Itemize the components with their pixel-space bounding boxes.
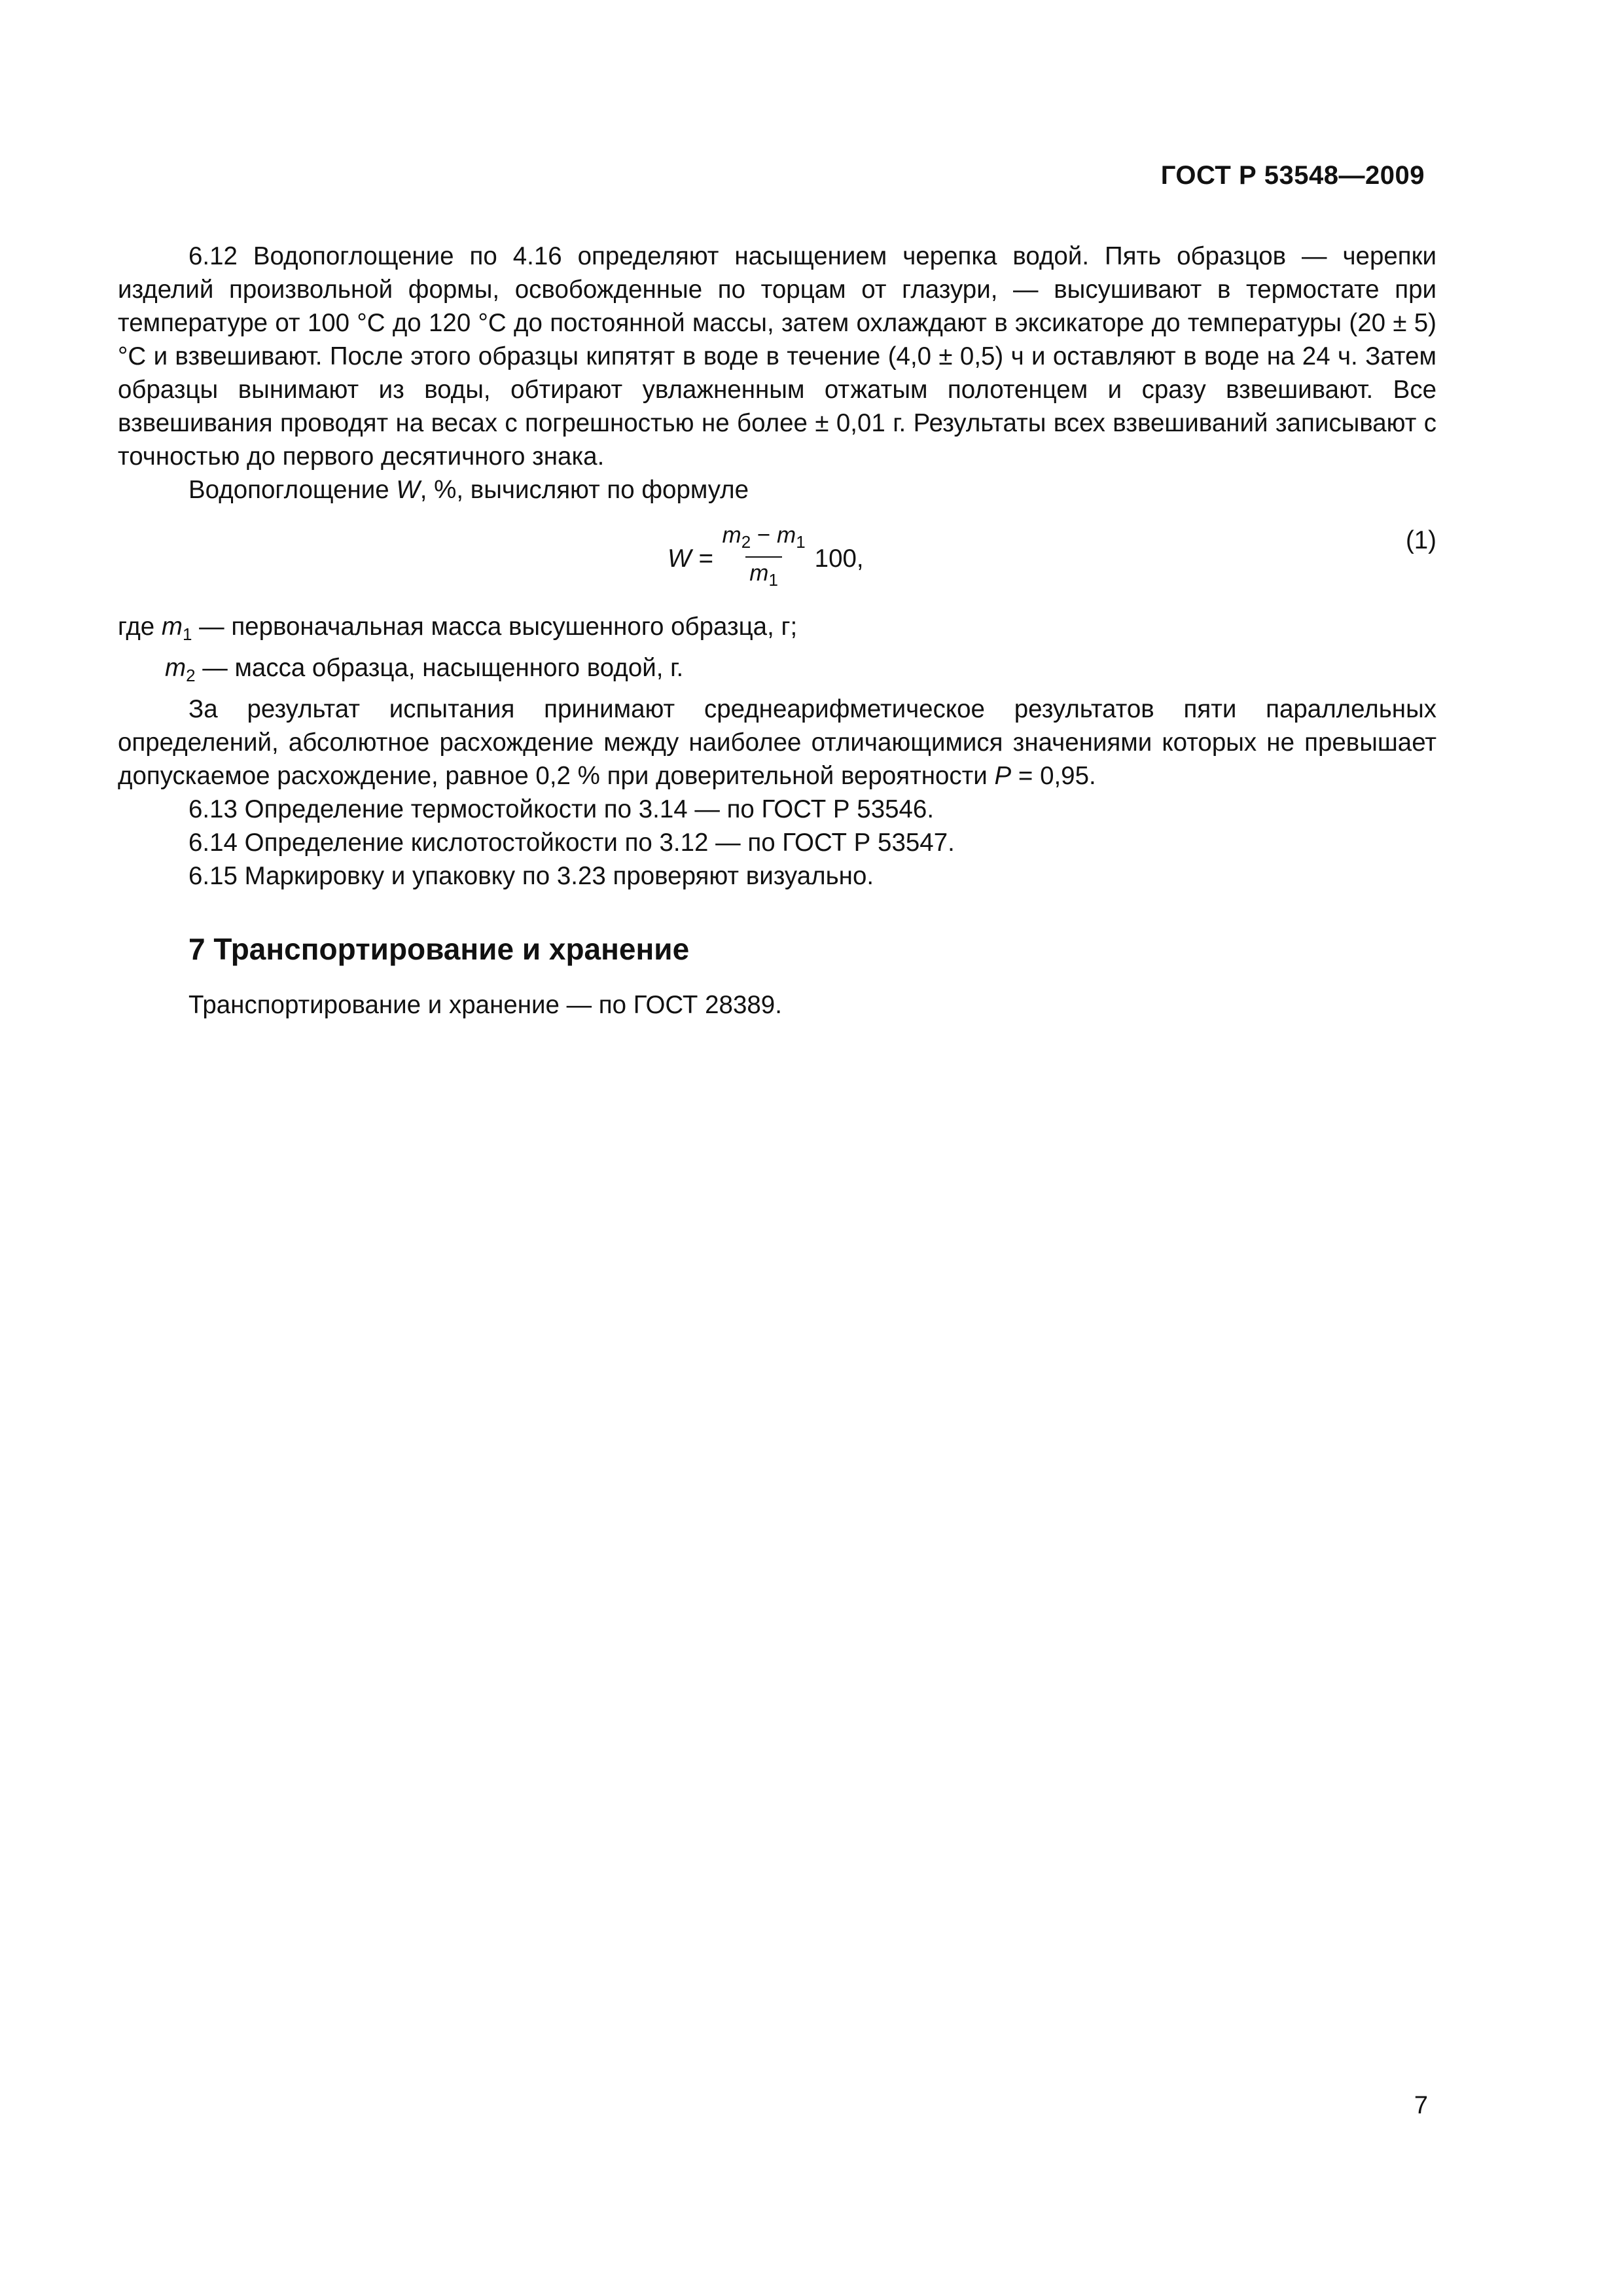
result-tail: = 0,95. — [1011, 762, 1096, 790]
section-7-text: Транспортирование и хранение — по ГОСТ 28389. — [188, 991, 782, 1019]
result-paragraph — [118, 692, 1436, 793]
where-sub-2: 2 — [186, 666, 196, 685]
formula-intro-after: , %, вычисляют по формуле — [419, 476, 749, 504]
where-var-1: m — [161, 613, 183, 641]
formula-block — [118, 521, 1436, 593]
formula-numerator — [719, 521, 810, 556]
formula-factor: 100, — [814, 544, 864, 573]
formula-intro-var: W — [396, 476, 420, 504]
result-var: P — [994, 762, 1012, 790]
numerator-operator: − — [751, 522, 777, 548]
formula-lhs: W = — [668, 544, 713, 573]
result-text: За результат испытания принимают среднеарифметическое результатов пяти параллельных определений, абсолютное расхождение между наиболее отличающимися значениями которых не превышает допускаемое расхождение, равное 0,2 % при доверительной вероятности — [118, 695, 1436, 790]
where-var-2: m — [165, 654, 187, 682]
item-6-14: 6.14 Определение кислотостойкости по 3.12 — по ГОСТ Р 53547. — [188, 829, 955, 857]
numerator-var-a: m — [722, 522, 741, 548]
formula-fraction — [719, 521, 810, 596]
where-text-2: — масса образца, насыщенного водой, г. — [195, 654, 684, 682]
section-7-heading: 7 Транспортирование и хранение — [188, 932, 690, 966]
document-header: ГОСТ Р 53548—2009 — [1160, 161, 1425, 190]
page-number: 7 — [1414, 2092, 1428, 2119]
numerator-var-b: m — [777, 522, 796, 548]
denominator-var: m — [749, 560, 769, 586]
denominator-sub: 1 — [768, 570, 778, 590]
where-sub-1: 1 — [182, 624, 192, 644]
paragraph-6-12: 6.12 Водопоглощение по 4.16 определяют насыщением черепка водой. Пять образцов — черепки изделий произвольной формы, освобожденные по торцам от глазури, — высушивают в термостате при температуре от 100 °С до 120 °С до постоянной массы, затем охлаждают в эксикаторе до температуры (20 ± 5) °С и взвешивают. После этого образцы кипятят в воде в течение (4,0 ± 0,5) ч и оставляют в воде на 24 ч. Затем образцы вынимают из воды, обтирают увлажненным отжатым полотенцем и сразу взвешивают. Все взвешивания проводят на весах с погрешностью не более ± 0,01 г. Результаты всех взвешиваний записывают с точностью до первого десятичного знака. — [118, 242, 1436, 471]
formula — [668, 521, 864, 596]
item-6-15: 6.15 Маркировку и упаковку по 3.23 проверяют визуально. — [188, 862, 874, 890]
where-text-1: — первоначальная масса высушенного образца, г; — [192, 613, 798, 641]
numerator-sub-a: 2 — [741, 532, 751, 552]
formula-intro-before: Водопоглощение — [188, 476, 397, 504]
where-prefix: где — [118, 613, 162, 641]
where-line-2 — [118, 651, 1436, 692]
numerator-sub-b: 1 — [796, 532, 806, 552]
item-6-13: 6.13 Определение термостойкости по 3.14 — по ГОСТ Р 53546. — [188, 795, 935, 823]
formula-denominator — [745, 556, 782, 596]
document-body — [118, 240, 1436, 1022]
formula-intro — [118, 473, 1436, 507]
where-line-1 — [118, 610, 1436, 651]
equation-number: (1) — [1405, 526, 1436, 554]
